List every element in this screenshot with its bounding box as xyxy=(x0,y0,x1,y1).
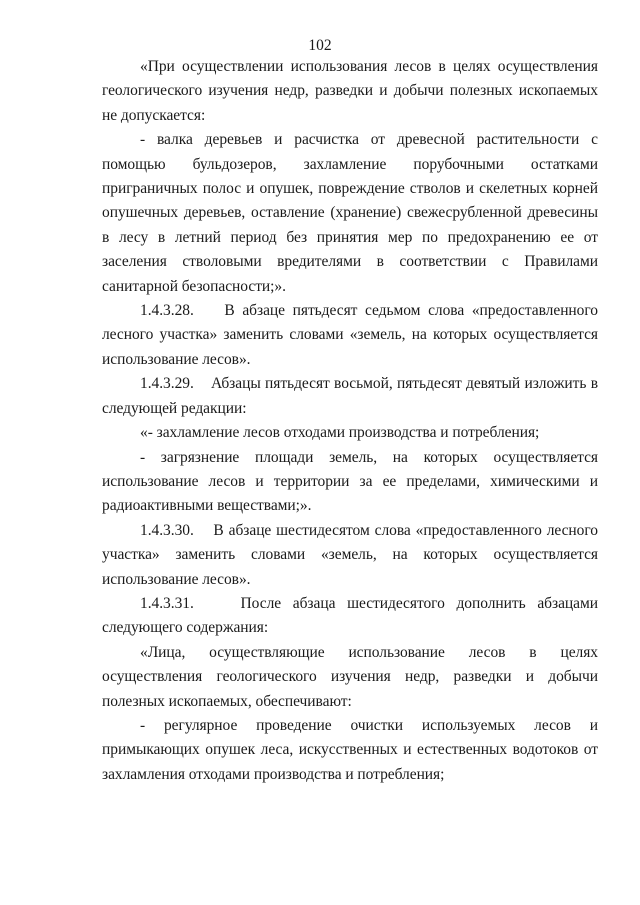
paragraph-regular-cleaning: - регулярное проведение очистки используемых лесов и примыкающих опушек леса, искусственных и естественных водотоков от захламления отходами производства и потребления; xyxy=(102,716,598,783)
paragraph-1-4-3-29: 1.4.3.29. Абзацы пятьдесят восьмой, пятьдесят девятый изложить в следующей редакции: xyxy=(102,375,598,417)
paragraph-1-4-3-31: 1.4.3.31. После абзаца шестидесятого дополнить абзацами следующего содержания: xyxy=(102,594,598,637)
page-number: 102 xyxy=(308,37,332,54)
paragraph-felling-restrictions: - валка деревьев и расчистка от древесной растительности с помощью бульдозеров, захламление порубочными остатками приграничных полос и опушек, повреждение стволов и скелетных корней опушечных деревьев, оставление (хранение) свежесрубленной древесины в лесу в летний период без принятия мер по предохранению ее от заселения стволовыми вредителями в соответствии с Правилами санитарной безопасности;». xyxy=(102,131,598,295)
document-body xyxy=(102,55,598,787)
paragraph-pollution: - загрязнение площади земель, на которых осуществляется использование лесов и территории за ее пределами, химическими и радиоактивными веществами;». xyxy=(102,448,598,515)
paragraph-littering: «- захламление лесов отходами производства и потребления; xyxy=(140,424,540,442)
paragraph-obligations-quote: «Лица, осуществляющие использование лесов в целях осуществления геологического изучения недр, разведки и добычи полезных ископаемых, обеспечивают: xyxy=(102,643,598,710)
paragraph-intro-quote: «При осуществлении использования лесов в целях осуществления геологического изучения недр, разведки и добычи полезных ископаемых не допускается: xyxy=(102,58,598,124)
paragraph-1-4-3-30: 1.4.3.30. В абзаце шестидесятом слова «предоставленного лесного участка» заменить словами «земель, на которых осуществляется использование лесов». xyxy=(102,521,598,588)
paragraph-1-4-3-28: 1.4.3.28. В абзаце пятьдесят седьмом слова «предоставленного лесного участка» заменить словами «земель, на которых осуществляется использование лесов». xyxy=(102,302,598,368)
